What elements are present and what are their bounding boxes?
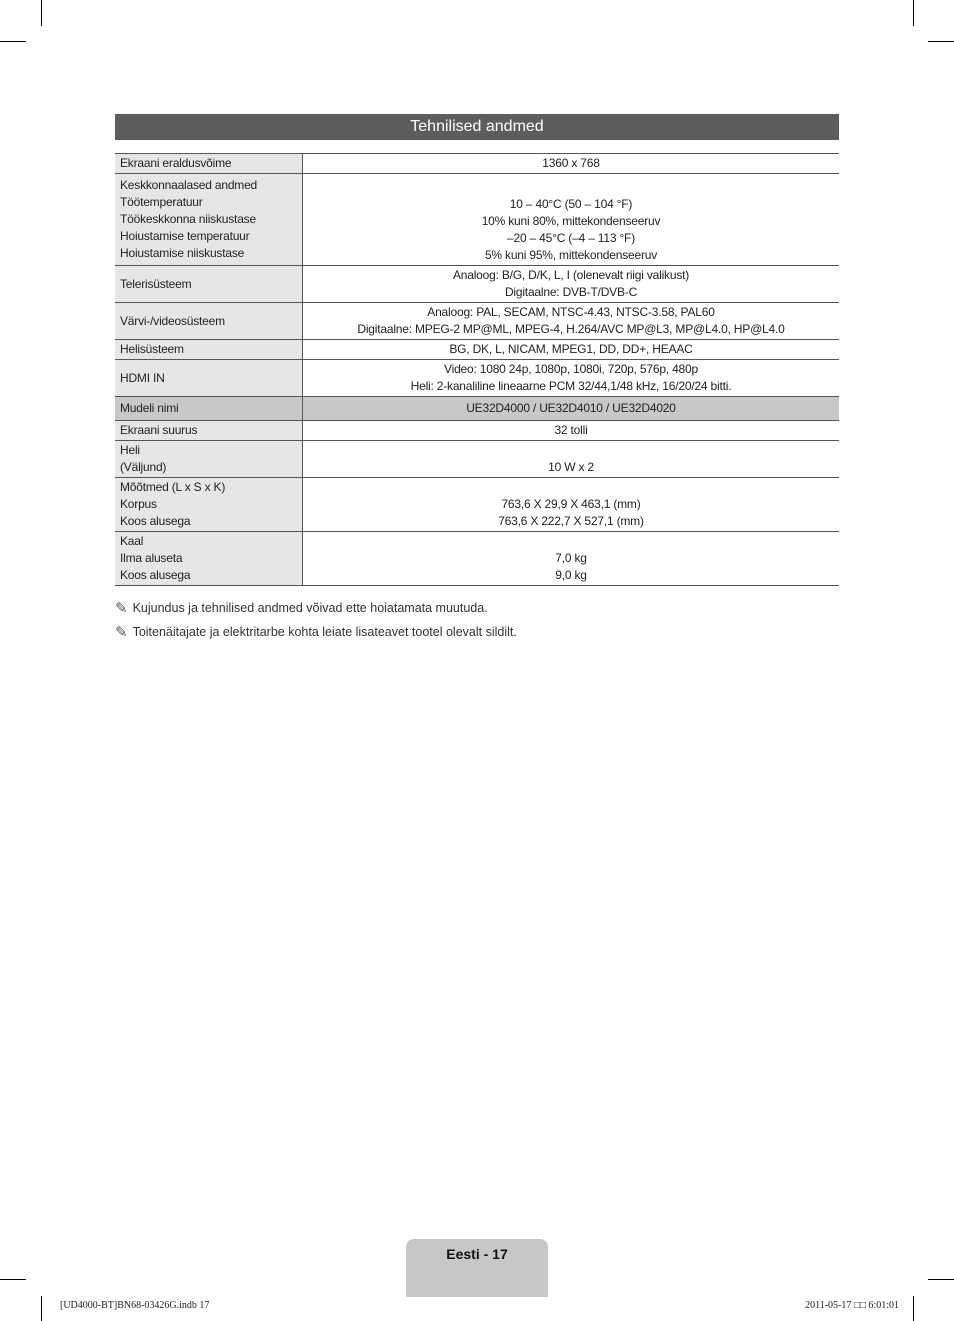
- crop-mark: [0, 41, 26, 42]
- spec-row: [115, 303, 839, 340]
- spec-label: [115, 532, 303, 586]
- spec-label: [115, 174, 303, 266]
- crop-mark: [928, 41, 954, 42]
- spec-value-line: Video: 1080 24p, 1080p, 1080i, 720p, 576p, 480p: [444, 362, 698, 376]
- spec-row: [115, 397, 839, 421]
- spec-row: [115, 266, 839, 303]
- note-item: [115, 596, 839, 620]
- spec-label-line: Värvi-/videosüsteem: [120, 313, 225, 328]
- spec-label: [115, 397, 303, 421]
- spec-label-line: (Väljund): [120, 460, 167, 474]
- spec-label: [115, 478, 303, 532]
- spec-row: [115, 441, 839, 478]
- spec-label-line: Ekraani eraldusvõime: [120, 156, 232, 170]
- spec-row: [115, 532, 839, 586]
- spec-value: [303, 532, 840, 586]
- spec-value: [303, 397, 840, 421]
- spec-label: [115, 340, 303, 360]
- spec-label-line: Kaal: [120, 534, 144, 548]
- spec-value-line: –20 – 45°C (–4 – 113 °F): [507, 231, 635, 245]
- spec-value: [303, 174, 840, 266]
- spec-row: [115, 154, 839, 174]
- footer-file-info: [UD4000-BT]BN68-03426G.indb 17: [60, 1300, 210, 1311]
- spec-label-line: Heli: [120, 443, 140, 457]
- crop-mark: [928, 1279, 954, 1280]
- crop-mark: [41, 1296, 42, 1321]
- crop-mark: [41, 0, 42, 26]
- spec-value: [303, 360, 840, 397]
- spec-label-line: Hoiustamise temperatuur: [120, 229, 250, 243]
- pencil-note-icon: ✎: [115, 600, 128, 617]
- spec-value-line: UE32D4000 / UE32D4010 / UE32D4020: [466, 401, 676, 415]
- spec-label-line: Korpus: [120, 497, 157, 511]
- spec-label-line: Helisüsteem: [120, 342, 184, 356]
- spec-label: [115, 360, 303, 397]
- spec-label-line: Mõõtmed (L x S x K): [120, 480, 226, 494]
- section-title: Tehnilised andmed: [115, 114, 839, 140]
- spec-label: [115, 303, 303, 340]
- spec-value-line: 10 – 40°C (50 – 104 °F): [509, 197, 633, 211]
- spec-value-line: 7,0 kg: [555, 551, 587, 565]
- crop-mark: [913, 0, 914, 26]
- spec-label-line: Mudeli nimi: [120, 401, 179, 415]
- spec-row: [115, 340, 839, 360]
- spec-value: [303, 266, 840, 303]
- spec-value: [303, 421, 840, 441]
- spec-label-line: HDMI IN: [120, 370, 165, 385]
- spec-value-line: Heli: 2-kanaliline lineaarne PCM 32/44,1/48 kHz, 16/20/24 bitti.: [410, 379, 732, 393]
- page-label: Eesti - 17: [446, 1246, 508, 1262]
- spec-label-line: Koos alusega: [120, 568, 191, 582]
- note-text: Kujundus ja tehnilised andmed võivad ette hoiatamata muutuda.: [132, 601, 488, 615]
- spec-label: [115, 266, 303, 303]
- spec-value-line: 5% kuni 95%, mittekondenseeruv: [484, 248, 658, 262]
- spec-label-line: Keskkonnaalased andmed: [120, 178, 258, 192]
- pencil-note-icon: ✎: [115, 624, 128, 641]
- spec-label: [115, 441, 303, 478]
- notes: [115, 596, 839, 644]
- spec-value-line: 763,6 X 222,7 X 527,1 (mm): [498, 514, 644, 528]
- note-item: [115, 620, 839, 644]
- spec-row: [115, 478, 839, 532]
- page-number-tab: [406, 1239, 548, 1297]
- spec-value-line: 10% kuni 80%, mittekondenseeruv: [481, 214, 661, 228]
- spec-value: [303, 303, 840, 340]
- spec-label-line: Töötemperatuur: [120, 195, 203, 209]
- spec-value-line: Digitaalne: DVB-T/DVB-C: [504, 285, 638, 299]
- spec-value-line: 1360 x 768: [542, 156, 600, 170]
- spec-row: [115, 174, 839, 266]
- spec-label-line: Ekraani suurus: [120, 423, 198, 437]
- spec-row: [115, 421, 839, 441]
- crop-mark: [913, 1296, 914, 1321]
- spec-label-line: Ilma aluseta: [120, 551, 183, 565]
- spec-value: [303, 478, 840, 532]
- spec-value-line: 763,6 X 29,9 X 463,1 (mm): [501, 497, 641, 511]
- crop-mark: [0, 1279, 26, 1280]
- spec-label-line: Telerisüsteem: [120, 276, 192, 291]
- spec-row: [115, 360, 839, 397]
- spec-label-line: Koos alusega: [120, 514, 191, 528]
- footer-timestamp: 2011-05-17 □□ 6:01:01: [805, 1300, 899, 1311]
- spec-value-line: Analoog: B/G, D/K, L, I (olenevalt riigi valikust): [452, 268, 690, 282]
- spec-value-line: Analoog: PAL, SECAM, NTSC-4.43, NTSC-3.58, PAL60: [427, 305, 715, 319]
- spec-value-line: 10 W x 2: [548, 460, 594, 474]
- spec-value-line: 9,0 kg: [555, 568, 587, 582]
- spec-label-line: Hoiustamise niiskustase: [120, 246, 245, 260]
- spec-value-line: 32 tolli: [554, 423, 588, 437]
- spec-label: [115, 154, 303, 174]
- note-text: Toitenäitajate ja elektritarbe kohta leiate lisateavet tootel olevalt sildilt.: [132, 625, 517, 639]
- spec-label-line: Töökeskkonna niiskustase: [120, 212, 256, 226]
- spec-value: [303, 441, 840, 478]
- spec-table: [115, 153, 839, 586]
- spec-value-line: Digitaalne: MPEG-2 MP@ML, MPEG-4, H.264/AVC MP@L3, MP@L4.0, HP@L4.0: [357, 322, 785, 336]
- spec-label: [115, 421, 303, 441]
- spec-value: [303, 340, 840, 360]
- spec-value-line: BG, DK, L, NICAM, MPEG1, DD, DD+, HEAAC: [449, 342, 693, 356]
- spec-value: [303, 154, 840, 174]
